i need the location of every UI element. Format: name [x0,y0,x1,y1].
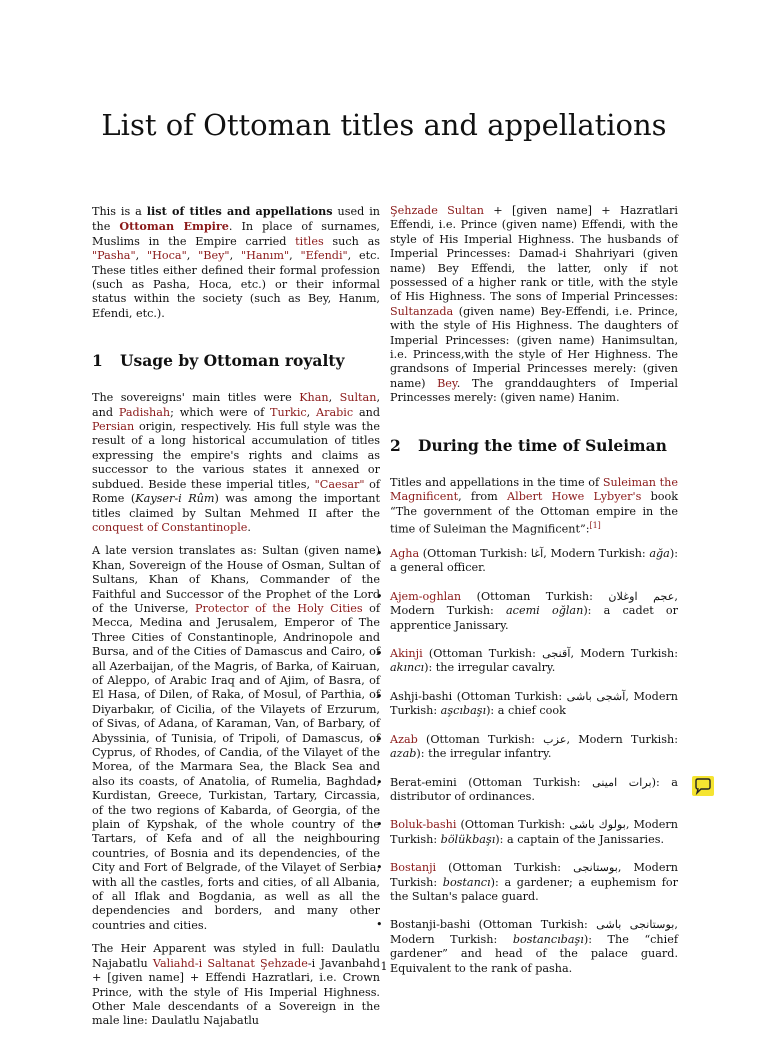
link-protector-holy-cities[interactable]: Protector of the Holy Cities [195,601,363,615]
ottoman-script: بوستانجی باشی [596,918,675,932]
text: . In place of surnames, Muslims in the Empire carried [92,220,380,248]
definition-text: ): a cadet or apprentice Janissary. [390,604,678,632]
speech-bubble-icon [692,776,714,796]
link-lybyer[interactable]: Albert Howe Lybyer's [507,490,642,504]
modern-turkish-term: akıncı [390,661,425,675]
italic-term: Kayser-i Rûm [135,492,215,506]
link-titles[interactable]: titles [295,234,324,248]
definition-text: ): a general officer. [390,547,678,575]
text: , Modern Turkish: [390,861,678,889]
link-sehzade-sultan[interactable]: Şehzade Sultan [390,204,484,217]
text: (Ottoman Turkish: [456,775,593,789]
text: of Mecca, Medina and Jerusalem, Emperor of The Three Cities of Constantinople, Andrinopole and Bursa, and of the Cities of Damascus and Cairo, of all Azerbaijan, of the Magris, of Barka, of Kairuan, of Aleppo, of Arabic Iraq and of Ajim, of Basra, of El Hasa, of Dilen, of Raka, of Mosul, of Parthia, of Diyarbakır, of Cicilia, of the Vilayets of Erzurum, of Sivas, of Adana, of Karaman, Van, of Barbary, of Abyssinia, of Tunisia, of Tripoli, of Damascus, of Cyprus, of Rhodes, of Candia, of the Vilayet of the Morea, of the Marmara Sea, the Black Sea and also its coasts, of Anatolia, of Rumelia, Baghdad, Kurdistan, Greece, Turkistan, Tartary, Circassia, of the two regions of Kabarda, of Georgia, of the plain of Kypshak, of the whole country of the Tartars, of Kefa and of all the neighbouring countries, of Bosnia and its dependencies, of the City and Fort of Belgrade, of the Vilayet of Serbia, with all the castles, forts and cities, of all Albania, of all Iflak and Bogdania, as well as all the dependencies and borders, and many other countries and cities. [92,601,380,932]
text: The sovereigns' main titles were [92,391,300,405]
text: used in the [92,205,380,234]
ottoman-script: عجم اوغلان [608,589,675,603]
modern-turkish-term: acemi oğlan [506,604,584,618]
title-term: Berat-emini [390,775,457,789]
section-title: Usage by Ottoman royalty [120,351,345,371]
text: ) was among the important titles claimed by Sultan Mehmed II after the [92,492,381,520]
modern-turkish-term: bostancı [442,875,491,889]
text: , etc. These titles either defined their formal profession (such as Pasha, Hoca, etc.) or their informal status within the society (such as Bey, Hanım, Efendi, etc.). [92,249,380,320]
text: Titles and appellations in the time of [390,475,603,489]
page-title: List of Ottoman titles and appellations [101,108,667,142]
section-title: During the time of Suleiman [418,435,667,455]
ottoman-script: بوستانجی [573,861,618,875]
modern-turkish-term: bölükbaşı [440,832,496,846]
link-padishah[interactable]: Padishah [118,405,171,419]
link-conquest-of-constantinople[interactable]: conquest of Constantinople [92,520,248,534]
titles-list [390,547,678,976]
royalty-paragraph-4 [390,204,678,406]
title-term[interactable]: Akinji [390,647,423,661]
text: (Ottoman Turkish: [470,918,597,932]
royalty-paragraph-2 [92,544,380,933]
text: This is a [92,205,147,218]
text: The Heir Apparent was styled in full: Daulatlu Najabatlu [92,942,380,970]
definition-text: ): a gardener; a euphemism for the Sultan's palace guard. [390,875,678,903]
suleiman-intro [390,476,678,537]
text: , Modern Turkish: [566,732,678,746]
link-persian[interactable]: Persian [92,420,135,434]
link-ottoman-empire[interactable]: Ottoman Empire [119,219,229,234]
text: , from [458,490,508,504]
royalty-paragraph-3 [92,942,380,1028]
link-valiahd[interactable]: Valiahd-i Saltanat [152,956,255,970]
link-bey[interactable]: "Bey" [198,249,230,263]
text: A late version translates as: Sultan (given name) Khan, Sovereign of the House of Osman, Sultan of Sultans, Khan of Khans, Commander of the Faithful and Successor of the Prophet of the Lord of the Universe, [92,544,380,615]
definition-text: ): a chief cook [486,704,566,718]
section-number: 1 [92,351,103,371]
royalty-paragraph-1: The sovereigns' main titles were Khan, Sultan, and Padishah; which were of Turkic, Arabic and Persian origin, respectively. His full style was the result of a long historical accumulation of titles expressing the empire's rights and claims as successor to the various states it annexed or subdued. Beside these imperial titles, "Caesar" of Rome (Kayser-i Rûm) was among the important titles claimed by Sultan Mehmed II after the conquest of Constantinople. [92,391,381,534]
modern-turkish-term: bostancıbaşı [512,932,584,946]
text: such as [323,234,380,248]
text: (Ottoman Turkish: [461,589,609,603]
list-item [390,647,678,676]
text: (Ottoman Turkish: [456,818,570,832]
ottoman-script: آشجی باشی [566,689,626,703]
text: ; which were of [170,405,271,419]
definition-text: ): a captain of the Janissaries. [495,832,665,846]
text: . [247,520,251,534]
list-item [390,818,678,847]
list-item [390,861,678,904]
title-term[interactable]: Bostanji [390,861,437,875]
text: , Modern Turkish: [390,589,678,618]
intro-paragraph: This is a list of titles and appellations used in the Ottoman Empire. In place of surnames, Muslims in the Empire carried titles such as "Pasha", "Hoca", "Bey", "Hanım", "Efendi", etc. These titles either defined their formal profession (such as Pasha, Hoca, etc.) or their informal status within the society (such as Bey, Hanım, Efendi, etc.). [92,204,380,320]
text: of Rome ( [92,477,381,506]
link-hoca[interactable]: "Hoca" [147,249,187,263]
reference-link[interactable]: [1] [589,520,601,530]
text: (Ottoman Turkish: [452,689,567,703]
text: , Modern Turkish: [390,818,678,846]
link-sultanzada[interactable]: Sultanzada [390,304,454,318]
ottoman-script: بولوك باشی [569,818,626,832]
title-term[interactable]: Boluk-bashi [390,818,457,832]
link-caesar[interactable]: "Caesar" [314,477,365,491]
title-term: Ashji-bashi [390,689,453,703]
modern-turkish-term: aşcıbaşı [440,704,487,718]
link-khan[interactable]: Khan [299,391,329,405]
link-sultan[interactable]: Sultan [339,391,377,405]
text: , Modern Turkish: [390,689,679,718]
title-term: Bostanji-bashi [390,918,471,932]
note-icon[interactable] [692,776,714,796]
text: , Modern Turkish: [543,547,650,561]
text: book “The government of the Ottoman empire in the time of Suleiman the Magnificent”: [390,490,679,536]
text: + [given name] + Hazratlari Effendi, i.e. Prince (given name) Effendi, with the style of His Imperial Highness. The husbands of Imperial Princesses: Damad-i Shahriyari (given name) Bey Effendi, the latter, only if not possessed of a higher rank or title, with the style of His Highness. The sons of Imperial Princesses: [390,204,678,304]
text: (Ottoman Turkish: [419,547,531,561]
text: , Modern Turkish: [390,918,678,946]
left-column [92,204,380,1038]
text: (Ottoman Turkish: [422,647,543,661]
text: , and [92,391,380,419]
definition-text: ): the irregular infantry. [416,747,552,761]
definition-text: ): a distributor of ordinances. [390,775,678,803]
definition-text: ): The “chief gardener” and head of the palace guard. Equivalent to the rank of pasha. [390,932,678,975]
text: and [353,405,381,419]
ottoman-script: عزب [543,732,567,746]
ottoman-script: آقنجی [542,647,571,661]
text: -i Javanbahd + [given name] + Effendi Hazratlari, i.e. Crown Prince, with the style of His Imperial Highness. Other Male descendants of a Sovereign in the male line: Daulatlu Najabatlu [92,956,380,1028]
link-suleiman[interactable]: Suleiman the Magnificent [390,475,678,504]
list-item [390,690,678,719]
page-number: 1 [380,960,388,973]
right-column [390,204,678,990]
modern-turkish-term: ağa [649,547,670,561]
ottoman-script: آغا [530,547,544,561]
list-item [390,733,678,762]
title-term[interactable]: Ajem-oghlan [390,589,462,603]
section-1-heading [92,351,380,371]
section-2-heading [390,436,678,456]
list-item [390,776,678,805]
link-bey-2[interactable]: Bey [437,376,457,390]
link-sehzade[interactable]: Şehzade [260,956,308,970]
modern-turkish-term: azab [390,747,417,761]
list-item [390,547,678,576]
list-item [390,590,678,633]
link-pasha[interactable]: "Pasha" [92,249,136,263]
title-term[interactable]: Azab [390,732,418,746]
section-number: 2 [390,435,401,455]
link-arabic[interactable]: Arabic [316,405,354,419]
text: . The granddaughters of Imperial Princesses merely: (given name) Hanim. [390,376,678,405]
bold-term: list of titles and appellations [146,204,333,218]
text: , Modern Turkish: [570,647,678,661]
definition-text: ): the irregular cavalry. [424,661,556,675]
ottoman-script: برات امینی [592,775,652,789]
link-hanim[interactable]: "Hanım" [240,249,290,263]
link-turkic[interactable]: Turkic [270,405,307,419]
title-term[interactable]: Agha [390,547,420,561]
text: (given name) Bey-Effendi, i.e. Prince, with the style of His Highness. The daughters of Imperial Princesses: (given name) Hanimsultan, i.e. Princess,with the style of Her Highness. The grandsons of Imperial Princesses merely: (given name) [390,304,678,390]
link-efendi[interactable]: "Efendi" [300,249,348,263]
text: (Ottoman Turkish: [436,861,574,875]
text: origin, respectively. His full style was the result of a long historical accumulation of titles expressing the empire's rights and claims as successor to the various states it annexed or subdued. Beside these imperial titles, [92,420,380,491]
text: (Ottoman Turkish: [417,732,544,746]
